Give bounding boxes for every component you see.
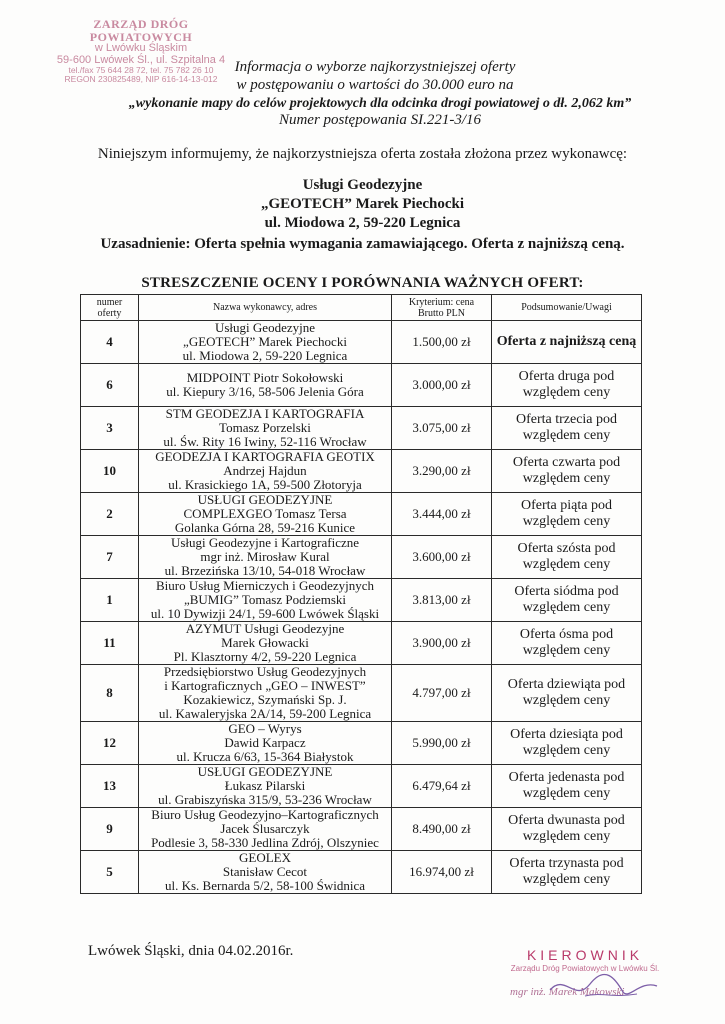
header-criterion-line-1: Kryterium: cena xyxy=(408,296,475,308)
table-row xyxy=(81,321,642,364)
offer-summary: Oferta piąta pod względem ceny xyxy=(492,493,642,536)
contractor-cell xyxy=(139,321,392,364)
contractor-line: Kozakiewicz, Szymański Sp. J. xyxy=(183,692,347,707)
contractor-line: AZYMUT Usługi Geodezyjne xyxy=(185,621,345,636)
offer-number: 13 xyxy=(81,765,139,808)
header-num-line-1: numer xyxy=(96,296,123,308)
offer-price: 1.500,00 zł xyxy=(392,321,492,364)
contractor-cell xyxy=(139,765,392,808)
offer-number: 3 xyxy=(81,407,139,450)
procedure-number: Numer postępowania SI.221-3/16 xyxy=(278,112,482,128)
contractor-line: Podlesie 3, 58-330 Jedlina Zdrój, Olszyniec xyxy=(151,835,379,850)
contractor-cell xyxy=(139,622,392,665)
stamp-line-3: 59-600 Lwówek Śl., ul. Szpitalna 4 xyxy=(56,53,226,66)
contractor-line: ul. Brzezińska 13/10, 54-018 Wrocław xyxy=(164,563,366,578)
contractor-line: ul. Miodowa 2, 59-220 Legnica xyxy=(182,348,348,363)
contractor-line: MIDPOINT Piotr Sokołowski xyxy=(186,370,344,385)
stamp-line-4: tel./fax 75 644 28 72, tel. 75 782 26 10 xyxy=(68,65,214,76)
contractor-line: Usługi Geodezyjne xyxy=(214,320,315,335)
offers-table xyxy=(80,294,642,894)
offer-price: 16.974,00 zł xyxy=(392,851,492,894)
contractor-line: „GEOTECH” Marek Piechocki xyxy=(183,334,347,349)
contractor-line: ul. Kiepury 3/16, 58-506 Jelenia Góra xyxy=(166,384,364,399)
contractor-line: USŁUGI GEODEZYJNE xyxy=(197,764,333,779)
table-row xyxy=(81,765,642,808)
offer-price: 3.075,00 zł xyxy=(392,407,492,450)
offer-number: 2 xyxy=(81,493,139,536)
contractor-line: Stanisław Cecot xyxy=(222,864,308,879)
contractor-line: Jacek Ślusarczyk xyxy=(220,821,310,836)
place-and-date: Lwówek Śląski, dnia 04.02.2016r. xyxy=(88,943,294,959)
stamp-line-2: w Lwówku Śląskim xyxy=(94,42,188,55)
contractor-line: Łukasz Pilarski xyxy=(224,778,306,793)
winner-block xyxy=(0,176,725,233)
header-contractor: Nazwa wykonawcy, adres xyxy=(139,295,392,321)
contractor-line: Biuro Usług Mierniczych i Geodezyjnych xyxy=(155,578,375,593)
contractor-line: ul. Krucza 6/63, 15-364 Białystok xyxy=(176,749,354,764)
contractor-line: ul. Krasickiego 1A, 59-500 Złotoryja xyxy=(168,477,362,492)
winner-line-3: ul. Miodowa 2, 59-220 Legnica xyxy=(264,215,461,231)
offer-number: 8 xyxy=(81,665,139,722)
winner-line-1: Usługi Geodezyjne xyxy=(302,177,423,193)
offer-summary: Oferta ósma pod względem ceny xyxy=(492,622,642,665)
table-row xyxy=(81,808,642,851)
table-header-row xyxy=(81,295,642,321)
table-row xyxy=(81,722,642,765)
stamp-line-5: REGON 230825489, NIP 616-14-13-012 xyxy=(64,74,218,85)
offer-number: 6 xyxy=(81,364,139,407)
header-criterion xyxy=(392,295,492,321)
offer-number: 5 xyxy=(81,851,139,894)
table-row xyxy=(81,665,642,722)
contractor-line: mgr inż. Mirosław Kural xyxy=(200,549,330,564)
manager-stamp-name: mgr inż. Marek Makowski xyxy=(510,986,625,998)
header-num-line-2: oferty xyxy=(97,307,122,319)
table-row xyxy=(81,364,642,407)
offers-table-body xyxy=(81,321,642,894)
contractor-line: Przedsiębiorstwo Usług Geodezyjnych xyxy=(163,664,367,679)
contractor-line: ul. Św. Rity 16 Iwiny, 52-116 Wrocław xyxy=(163,434,367,449)
winner-line-2: „GEOTECH” Marek Piechocki xyxy=(260,196,465,212)
contractor-line: USŁUGI GEODEZYJNE xyxy=(197,492,333,507)
offer-number: 7 xyxy=(81,536,139,579)
offer-number: 1 xyxy=(81,579,139,622)
table-row xyxy=(81,450,642,493)
offer-number: 9 xyxy=(81,808,139,851)
contractor-line: ul. Ks. Bernarda 5/2, 58-100 Świdnica xyxy=(164,878,366,893)
contractor-line: Golanka Górna 28, 59-216 Kunice xyxy=(174,520,356,535)
offer-price: 3.600,00 zł xyxy=(392,536,492,579)
contractor-cell xyxy=(139,579,392,622)
info-heading xyxy=(200,58,550,94)
offer-summary: Oferta z najniższą ceną xyxy=(492,321,642,364)
offer-price: 4.797,00 zł xyxy=(392,665,492,722)
table-row xyxy=(81,536,642,579)
contractor-line: Usługi Geodezyjne i Kartograficzne xyxy=(170,535,360,550)
contractor-line: Marek Głowacki xyxy=(221,635,309,650)
header-offer-number xyxy=(81,295,139,321)
contractor-line: Biuro Usług Geodezyjno–Kartograficznych xyxy=(151,807,379,822)
contractor-cell xyxy=(139,808,392,851)
contractor-line: GEO – Wyrys xyxy=(228,721,302,736)
contractor-line: Andrzej Hajdun xyxy=(223,463,307,478)
table-row xyxy=(81,622,642,665)
offer-price: 3.444,00 zł xyxy=(392,493,492,536)
contractor-line: COMPLEXGEO Tomasz Tersa xyxy=(183,506,347,521)
offer-number: 4 xyxy=(81,321,139,364)
contractor-line: Tomasz Porzelski xyxy=(219,420,311,435)
table-row xyxy=(81,407,642,450)
table-row xyxy=(81,851,642,894)
offer-summary: Oferta siódma pod względem ceny xyxy=(492,579,642,622)
offer-summary: Oferta czwarta pod względem ceny xyxy=(492,450,642,493)
contractor-cell xyxy=(139,450,392,493)
contractor-cell xyxy=(139,722,392,765)
manager-stamp-title: KIEROWNIK xyxy=(526,947,644,963)
justification: Uzasadnienie: Oferta spełnia wymagania zamawiającego. Oferta z najniższą ceną. xyxy=(100,236,625,252)
contractor-line: ul. Kawaleryjska 2A/14, 59-200 Legnica xyxy=(158,706,372,721)
header-summary: Podsumowanie/Uwagi xyxy=(492,295,642,321)
header-criterion-line-2: Brutto PLN xyxy=(418,307,465,319)
info-line-2: w postępowaniu o wartości do 30.000 euro na xyxy=(236,77,514,93)
offer-summary: Oferta trzynasta pod względem ceny xyxy=(492,851,642,894)
contractor-line: i Kartograficznych „GEO – INWEST” xyxy=(164,678,366,693)
offer-summary: Oferta trzecia pod względem ceny xyxy=(492,407,642,450)
table-row xyxy=(81,493,642,536)
info-line-1: Informacja o wyborze najkorzystniejszej oferty xyxy=(234,59,516,75)
offer-price: 3.900,00 zł xyxy=(392,622,492,665)
contractor-line: ul. Grabiszyńska 315/9, 53-236 Wrocław xyxy=(158,792,372,807)
offer-price: 8.490,00 zł xyxy=(392,808,492,851)
procedure-subject: „wykonanie mapy do celów projektowych dla odcinka drogi powiatowej o dł. 2,062 km” xyxy=(128,96,632,111)
handwritten-signature xyxy=(545,968,665,1008)
offer-summary: Oferta druga pod względem ceny xyxy=(492,364,642,407)
offer-summary: Oferta dziewiąta pod względem ceny xyxy=(492,665,642,722)
contractor-line: ul. 10 Dywizji 24/1, 59-600 Lwówek Śląski xyxy=(150,606,380,621)
contractor-cell xyxy=(139,407,392,450)
offer-summary: Oferta dziesiąta pod względem ceny xyxy=(492,722,642,765)
contractor-cell xyxy=(139,665,392,722)
contractor-line: GEOLEX xyxy=(239,850,291,865)
offer-number: 10 xyxy=(81,450,139,493)
offer-number: 11 xyxy=(81,622,139,665)
manager-stamp-org: Zarządu Dróg Powiatowych w Lwówku Śl. xyxy=(510,964,660,973)
offer-summary: Oferta dwunasta pod względem ceny xyxy=(492,808,642,851)
offer-price: 3.000,00 zł xyxy=(392,364,492,407)
contractor-line: „BUMIG” Tomasz Podziemski xyxy=(183,592,347,607)
offer-price: 3.813,00 zł xyxy=(392,579,492,622)
table-title: STRESZCZENIE OCENY I PORÓWNANIA WAŻNYCH OFERT: xyxy=(141,275,584,291)
contractor-cell xyxy=(139,851,392,894)
offer-price: 6.479,64 zł xyxy=(392,765,492,808)
contractor-cell xyxy=(139,364,392,407)
contractor-line: STM GEODEZJA I KARTOGRAFIA xyxy=(165,406,365,421)
contractor-cell xyxy=(139,536,392,579)
offer-price: 5.990,00 zł xyxy=(392,722,492,765)
contractor-cell xyxy=(139,493,392,536)
offer-summary: Oferta szósta pod względem ceny xyxy=(492,536,642,579)
contractor-line: GEODEZJA I KARTOGRAFIA GEOTIX xyxy=(155,449,375,464)
offer-summary: Oferta jedenasta pod względem ceny xyxy=(492,765,642,808)
offer-price: 3.290,00 zł xyxy=(392,450,492,493)
offer-number: 12 xyxy=(81,722,139,765)
stamp-line-1: ZARZĄD DRÓG POWIATOWYCH xyxy=(89,17,193,44)
intro-text: Niniejszym informujemy, że najkorzystniejsza oferta została złożona przez wykonawcę: xyxy=(97,146,628,162)
table-row xyxy=(81,579,642,622)
contractor-line: Pl. Klasztorny 4/2, 59-220 Legnica xyxy=(173,649,357,664)
contractor-line: Dawid Karpacz xyxy=(224,735,306,750)
